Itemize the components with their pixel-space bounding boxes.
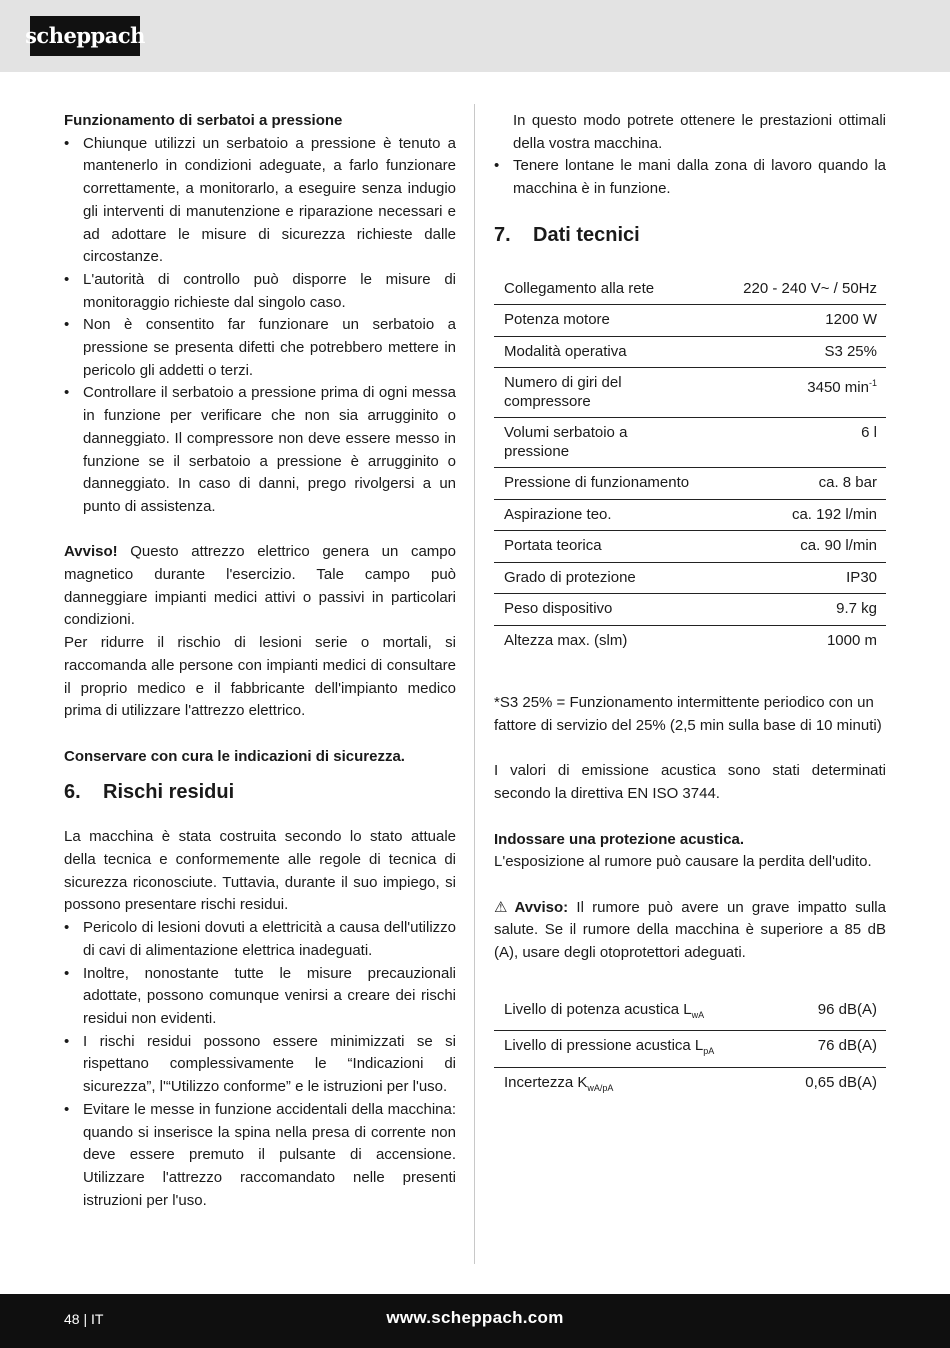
table-row	[494, 594, 886, 626]
spec-value: ca. 192 l/min	[791, 505, 877, 523]
website-link[interactable]: www.scheppach.com	[386, 1308, 564, 1327]
table-row	[494, 418, 886, 468]
section-number: 6.	[64, 781, 81, 804]
spec-value: 220 - 240 V~ / 50Hz	[743, 279, 877, 297]
left-column	[64, 110, 456, 1212]
pressure-tank-heading: Funzionamento di serbatoi a pressione	[64, 112, 343, 129]
table-row	[494, 368, 886, 418]
section-title: Rischi residui	[103, 781, 235, 804]
spec-value: ca. 90 l/min	[800, 537, 877, 555]
warning-triangle-icon: ⚠	[494, 898, 512, 916]
list-item: • Controllare il serbatoio a pressione prima di ogni messa in funzione per verificare che non sia arrugginito o danneggiato. Il compressore non deve essere messo in funzione se il serbatoio a pressione è arrugginito o danneggiato. In caso di danni, prego rivolgersi a un punto di assistenza.	[64, 382, 456, 518]
table-row	[494, 274, 886, 305]
conserve-instructions: Conservare con cura le indicazioni di sicurezza.	[64, 747, 405, 765]
section-7-heading	[494, 221, 886, 249]
continuation-text: In questo modo potrete ottenere le prestazioni ottimali della vostra macchina.	[513, 112, 886, 152]
spec-value: ca. 8 bar	[818, 474, 877, 492]
spec-label: Aspirazione teo.	[504, 505, 612, 523]
list-item: • Tenere lontane le mani dalla zona di lavoro quando la macchina è in funzione.	[494, 155, 886, 200]
table-row	[494, 336, 886, 368]
table-row	[494, 995, 886, 1031]
spec-label: Numero di giri del compressore	[504, 374, 622, 410]
warning-text: Il rumore può avere un grave impatto sulla salute. Se il rumore della macchina è superiore a 85 dB (A), usare degli otoprotettori adeguati.	[494, 898, 886, 961]
spec-label: Volumi serbatoio a pressione	[504, 424, 628, 460]
noise-warning	[494, 897, 886, 965]
spec-value: 9.7 kg	[836, 600, 877, 618]
table-row	[494, 499, 886, 531]
table-row	[494, 468, 886, 500]
warning-label: Avviso!	[64, 543, 118, 561]
section-6-heading	[64, 778, 456, 806]
table-row	[494, 1031, 886, 1068]
column-divider	[474, 104, 475, 1264]
residual-risks-list	[64, 917, 456, 1212]
spec-value: S3 25%	[824, 342, 877, 360]
technical-data-table	[494, 274, 886, 657]
noise-values-table	[494, 995, 886, 1104]
list-item: • Chiunque utilizzi un serbatoio a pressione è tenuto a mantenerlo in condizioni adeguate, a farlo funzionare correttamente, a monitorarlo, a eseguire senza indugio gli interventi di manutenzione e riparazione necessari e ad adottare le misure di sicurezza richieste dalle circostanze.	[64, 133, 456, 269]
spec-value: 6 l	[861, 424, 877, 442]
hearing-protection-text: L'esposizione al rumore può causare la perdita dell'udito.	[494, 853, 872, 871]
list-item: • Evitare le messe in funzione accidentali della macchina: quando si inserisce la spina nella presa di corrente non deve essere premuto il pulsante di accensione. Utilizzare l'attrezzo raccomandato nelle presenti istruzioni per l'uso.	[64, 1099, 456, 1213]
list-item: • L'autorità di controllo può disporre le misure di monitoraggio richieste dal singolo caso.	[64, 269, 456, 314]
page-header	[0, 0, 950, 72]
spec-label: Potenza motore	[504, 311, 610, 329]
warning-label: Avviso:	[514, 898, 569, 916]
page-number: 48 | IT	[64, 1311, 104, 1327]
hearing-protection-heading: Indossare una protezione acustica.	[494, 830, 745, 848]
spec-label: Pressione di funzionamento	[504, 474, 690, 492]
table-row	[494, 1067, 886, 1103]
spec-label: Portata teorica	[504, 537, 602, 555]
table-row	[494, 531, 886, 563]
implant-warning-text: Per ridurre il rischio di lesioni serie o mortali, si raccomanda alle persone con impianti medici di consultare il proprio medico e il fabbricante dell'impianto medico prima di utilizzare l'attrezzo elettrico.	[64, 634, 456, 720]
spec-value: 3450 $\min^{-1}$	[807, 378, 877, 397]
spec-label: Modalità operativa	[504, 342, 627, 360]
table-row	[494, 562, 886, 594]
spec-label: Peso dispositivo	[504, 600, 613, 618]
noise-label: Incertezza $K_{wA/pA}$	[504, 1073, 614, 1093]
table-row	[494, 625, 886, 656]
right-column	[494, 110, 886, 1103]
noise-label: Livello di potenza acustica $L_{wA}$	[504, 1000, 705, 1020]
noise-value: 96 dB(A)	[817, 1000, 877, 1018]
s3-footnote: *S3 25% = Funzionamento intermittente periodico con un fattore di servizio del 25% (2,5 min sulla base di 10 minuti)	[494, 694, 882, 735]
spec-value: 1000 m	[826, 631, 877, 649]
list-item: • Pericolo di lesioni dovuti a elettricità a causa dell'utilizzo di cavi di alimentazione elettrica inadeguati.	[64, 917, 456, 962]
warning-text: Questo attrezzo elettrico genera un campo magnetico durante l'esercizio. Tale campo può danneggiare impianti medici attivi o passivi in particolari condizioni.	[64, 543, 456, 629]
emission-note: I valori di emissione acustica sono stati determinati secondo la direttiva EN ISO 3744.	[494, 762, 886, 803]
spec-label: Altezza max. (slm)	[504, 631, 628, 649]
magnetic-field-warning	[64, 541, 456, 632]
spec-label: Collegamento alla rete	[504, 279, 655, 297]
spec-label: Grado di protezione	[504, 568, 636, 586]
pressure-tank-list	[64, 133, 456, 519]
section-number: 7.	[494, 223, 511, 246]
table-row	[494, 305, 886, 337]
list-item: • Non è consentito far funzionare un serbatoio a pressione se presenta difetti che potrebbero mettere in pericolo gli addetti o terzi.	[64, 314, 456, 382]
scheppach-logo: scheppach	[30, 16, 140, 56]
spec-value: 1200 W	[825, 311, 877, 329]
list-item: • Inoltre, nonostante tutte le misure precauzionali adottate, possono comunque venirsi a creare dei rischi residui non evidenti.	[64, 963, 456, 1031]
list-item: • I rischi residui possono essere minimizzati se si rispettano complessivamente le “Indicazioni di sicurezza”, l'“Utilizzo conforme” e le istruzioni per l'uso.	[64, 1031, 456, 1099]
page-footer	[0, 1294, 950, 1348]
noise-value: 0,65 dB(A)	[805, 1073, 877, 1091]
residual-risks-intro: La macchina è stata costruita secondo lo stato attuale della tecnica e conformemente alle regole di tecnica di sicurezza riconosciute. Tuttavia, durante il suo impiego, si possono presentare rischi residui.	[64, 828, 456, 914]
noise-label: Livello di pressione acustica $L_{pA}$	[504, 1037, 715, 1057]
continuation-list	[494, 155, 886, 200]
section-title: Dati tecnici	[533, 223, 640, 246]
spec-value: IP30	[846, 568, 877, 586]
noise-value: 76 dB(A)	[817, 1037, 877, 1055]
